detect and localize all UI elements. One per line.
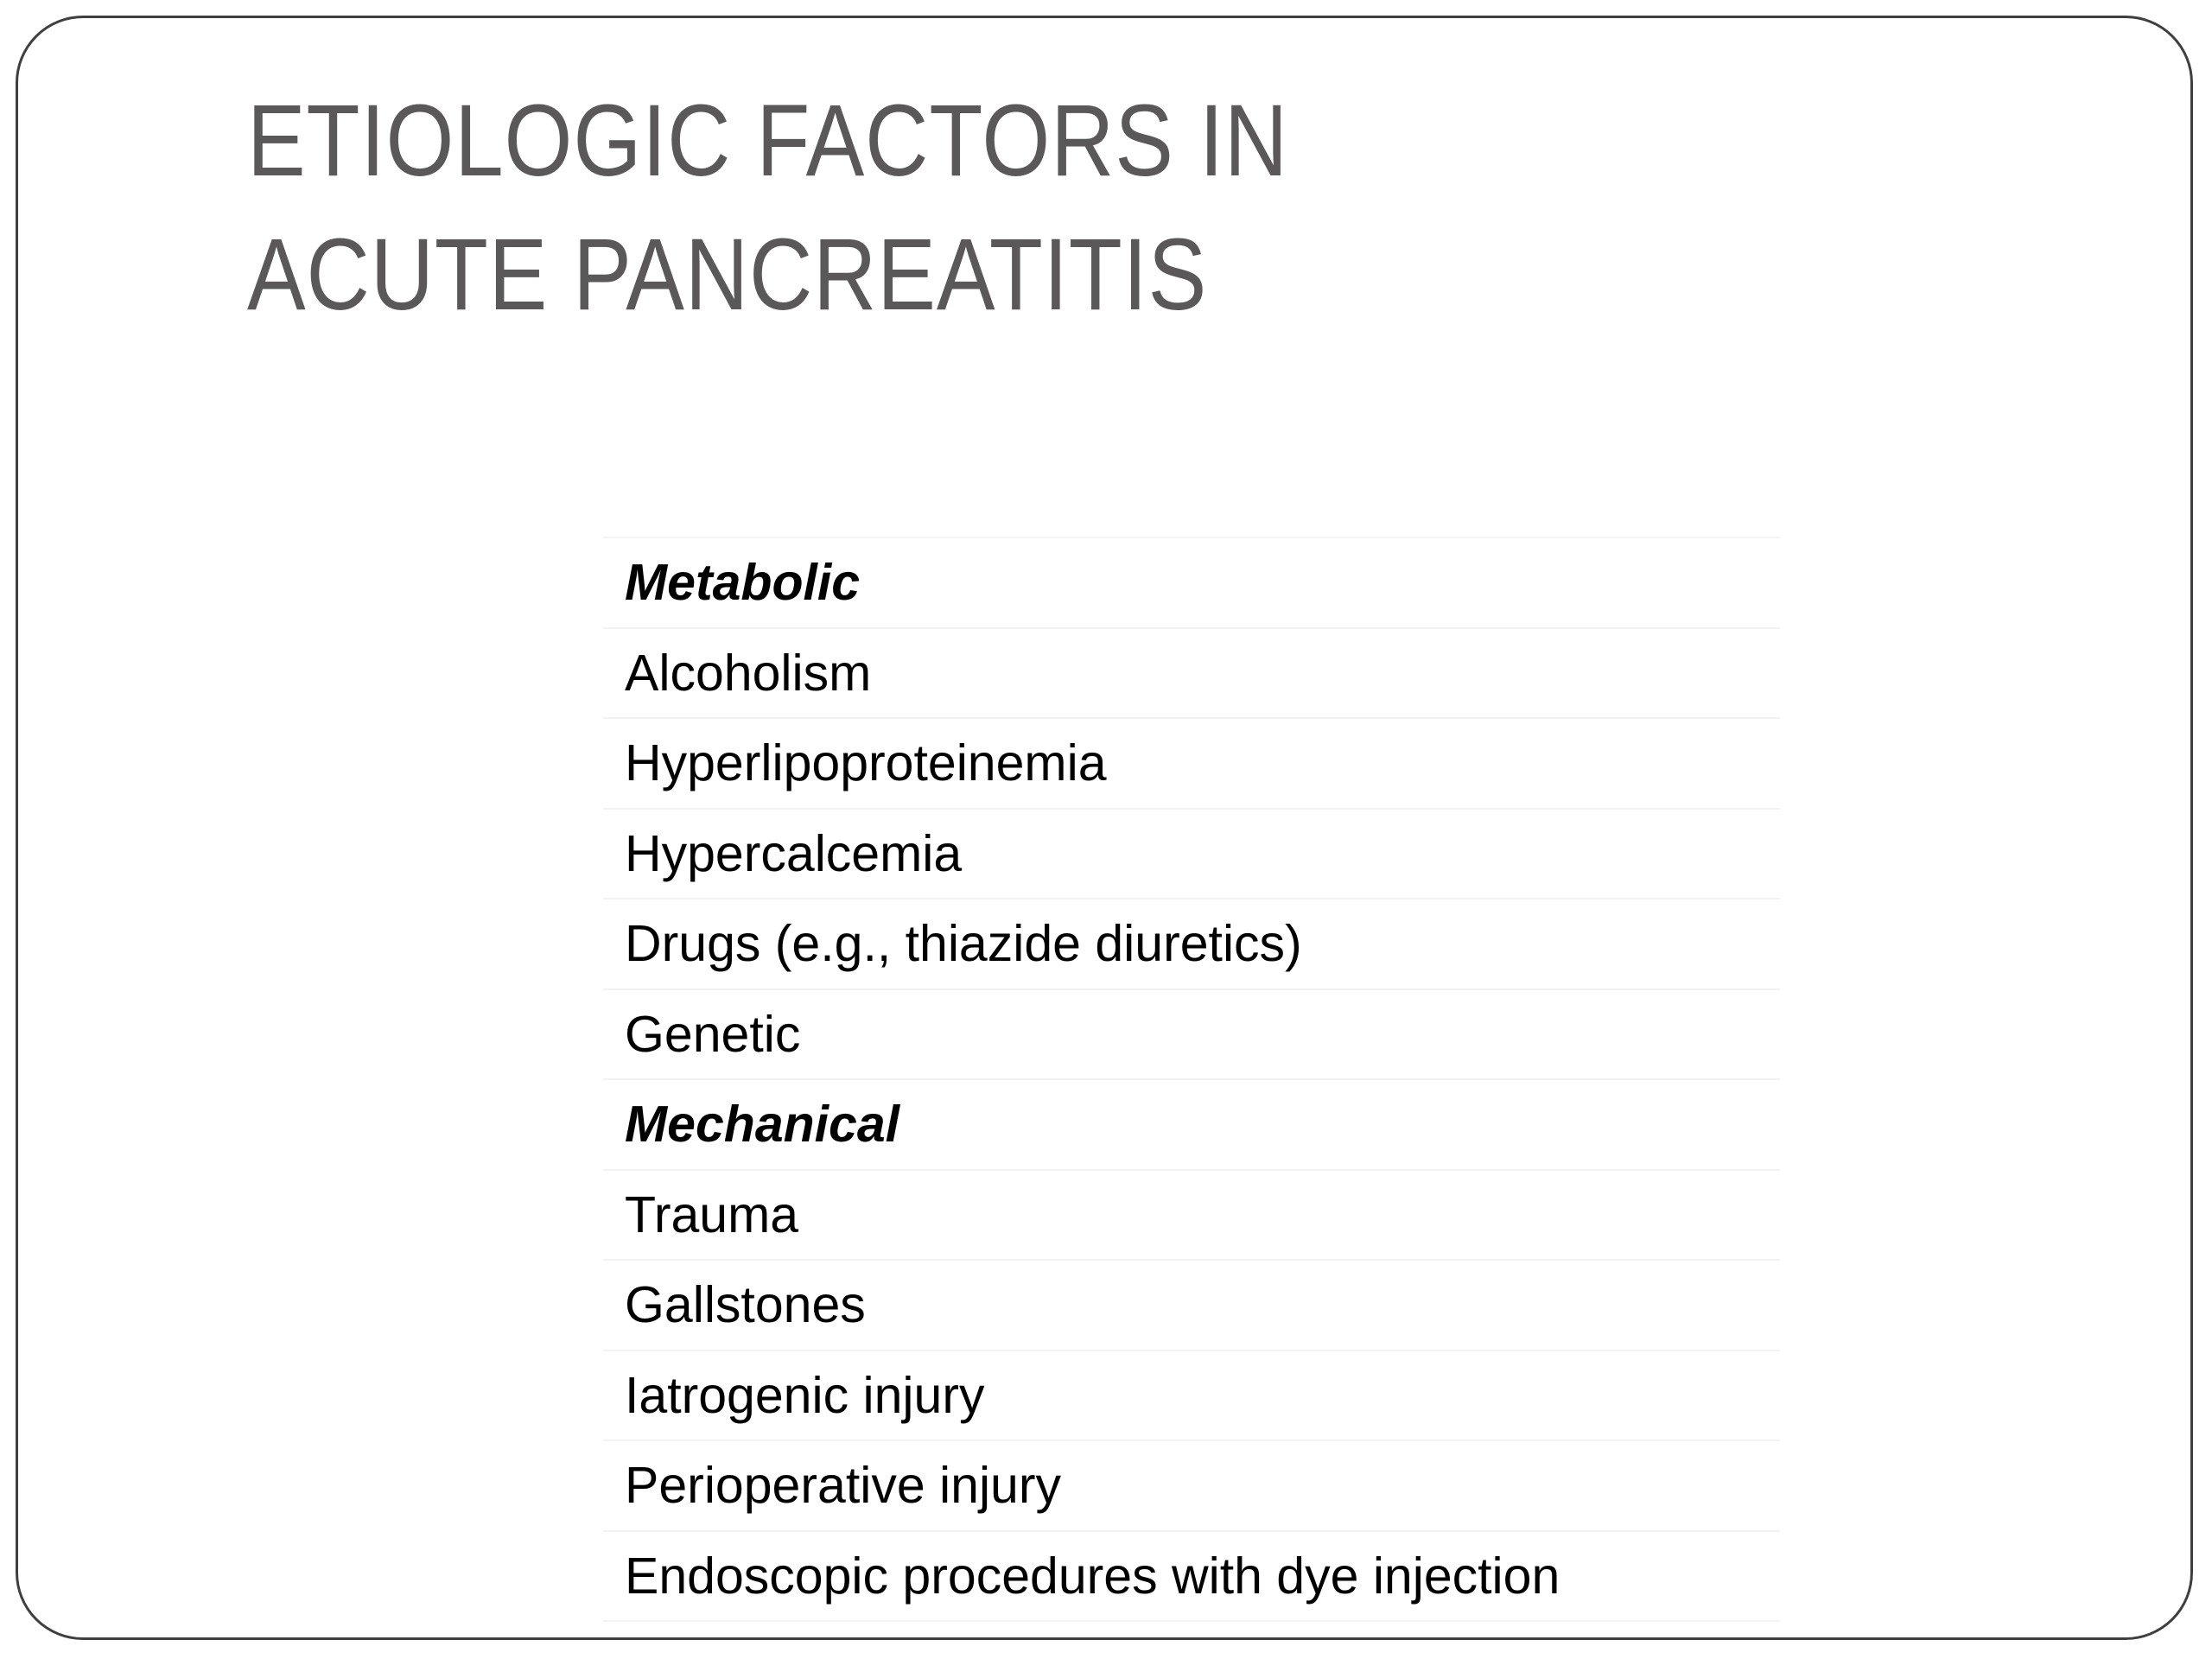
table-row — [603, 1170, 1780, 1261]
factor-item: Genetic — [603, 989, 1780, 1080]
category-heading-mechanical: Mechanical — [603, 1079, 1780, 1170]
factor-item: Perioperative injury — [603, 1440, 1780, 1531]
category-heading-metabolic: Metabolic — [603, 537, 1780, 628]
factor-item: Endoscopic procedures with dye injection — [603, 1531, 1780, 1622]
slide — [16, 16, 2193, 1640]
factor-item: Gallstones — [603, 1260, 1780, 1351]
table-row — [603, 1260, 1780, 1351]
table-row — [603, 809, 1780, 899]
factor-item: Hypercalcemia — [603, 809, 1780, 899]
table-row — [603, 628, 1780, 719]
table-row — [603, 899, 1780, 989]
table-row — [603, 989, 1780, 1080]
table-row — [603, 1531, 1780, 1622]
factor-item: Iatrogenic injury — [603, 1351, 1780, 1441]
table-row — [603, 1440, 1780, 1531]
etiologic-factors-table — [603, 537, 1780, 1622]
factor-item: Trauma — [603, 1170, 1780, 1261]
table-row — [603, 1351, 1780, 1441]
factor-item: Drugs (e.g., thiazide diuretics) — [603, 899, 1780, 989]
table-row — [603, 537, 1780, 628]
table-row — [603, 718, 1780, 809]
slide-title: ETIOLOGIC FACTORS IN ACUTE PANCREATITIS — [247, 84, 1289, 332]
table-row — [603, 1079, 1780, 1170]
factor-item: Alcoholism — [603, 628, 1780, 719]
factor-item: Hyperlipoproteinemia — [603, 718, 1780, 809]
